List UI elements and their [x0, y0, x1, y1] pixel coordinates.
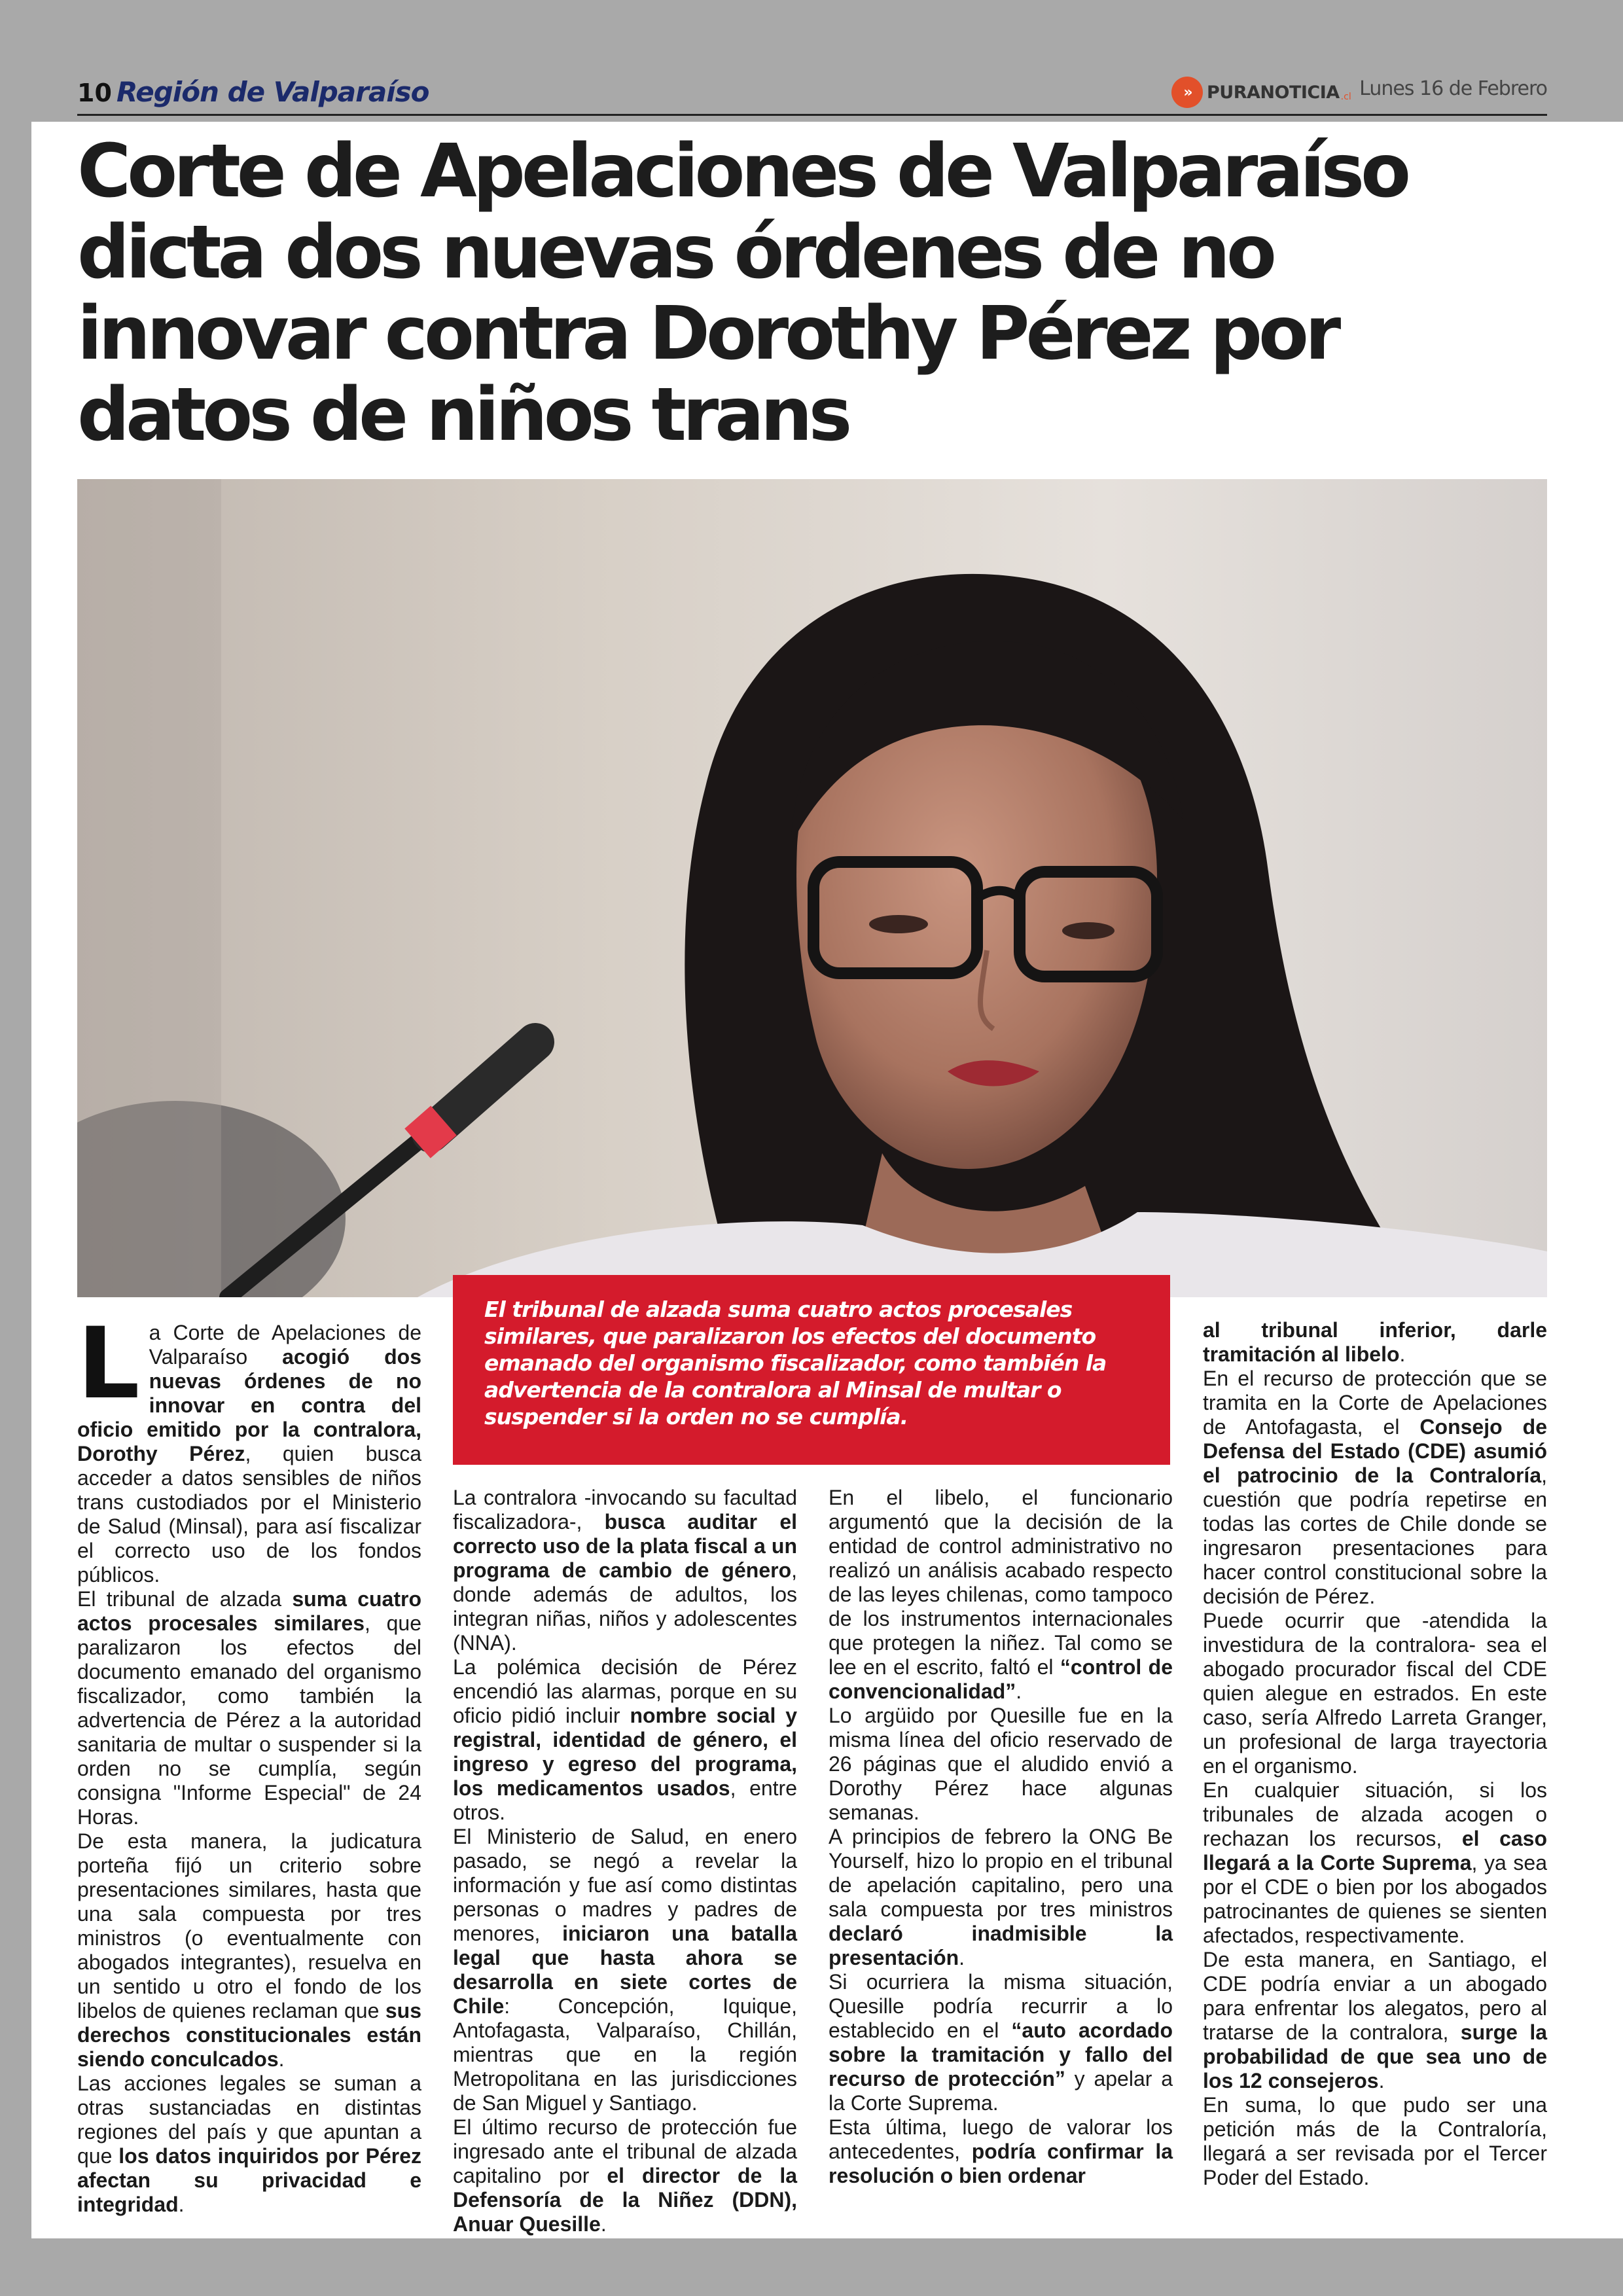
article-paragraph: al tribunal inferior, darle tramitación al libelo.	[1203, 1318, 1547, 1366]
article-column-2	[453, 1486, 797, 2236]
article-column-4	[1203, 1318, 1547, 2190]
article-paragraph: A principios de febrero la ONG Be Yourself, hizo lo propio en el tribunal de apelación capitalino, pero una sala compuesta por tres ministros declaró inadmisible la presentación.	[829, 1825, 1173, 1969]
article-paragraph: El tribunal de alzada suma cuatro actos procesales similares, que paralizaron los efectos del documento emanado del organismo fiscalizador, como también la advertencia de Pérez a la autoridad sanitaria de multar o suspender si la orden no se cumplía, según consigna "Informe Especial" de 24 Horas.	[77, 1587, 422, 1829]
article-paragraph: De esta manera, la judicatura porteña fijó un criterio sobre presentaciones similares, hasta que una sala compuesta por tres ministros (o eventualmente con abogados integrantes), resuelva en un sentido u otro el fondo de los libelos de quienes reclaman que sus derechos constitucionales están siendo conculcados.	[77, 1829, 421, 2071]
section-title: Región de Valparaíso	[116, 76, 429, 108]
article-paragraph: a Corte de Apelaciones de Valparaíso acogió dos nuevas órdenes de no innovar en contra del oficio emitido por la contralora, Dorothy Pérez, quien busca acceder a datos sensibles de niños trans custodiados por el Ministerio de Salud (Minsal), para así fiscalizar el correcto uso de los fondos públicos.	[77, 1321, 422, 1587]
article-paragraph: De esta manera, en Santiago, el CDE podría enviar a un abogado para enfrentar los alegatos, pero al tratarse de la contralora, surge la probabilidad de que sea uno de los 12 consejeros.	[1203, 1948, 1548, 2092]
pull-quote-text: El tribunal de alzada suma cuatro actos procesales similares, que paralizaron los efectos del documento emanado del organismo fiscalizador, como también la advertencia de la contralora al Minsal de multar o suspender si la orden no se cumplía.	[484, 1297, 1107, 1429]
article-photo	[77, 479, 1547, 1297]
article-paragraph: En el libelo, el funcionario argumentó que la decisión de la entidad de control administrativo no realizó un análisis acabado respecto de las leyes chilenas, como tampoco de los instrumentos internacionales que protegen la niñez. Tal como se lee en el escrito, faltó el “control de convencionalidad”.	[829, 1486, 1173, 1703]
article-paragraph: La polémica decisión de Pérez encendió las alarmas, porque en su oficio pidió incluir nombre social y registral, identidad de género, el ingreso y egreso del programa, los medicamentos usados, entre otros.	[453, 1655, 798, 1824]
article-paragraph: Puede ocurrir que -atendida la investidura de la contralora- sea el abogado procurador fiscal del CDE quien alegue en estrados. En este caso, sería Alfredo Larreta Granger, un profesional de larga trayectoria en el organismo.	[1203, 1609, 1547, 1778]
article-column-1	[77, 1307, 422, 2217]
brand-logo	[1171, 76, 1351, 109]
headline: Corte de Apelaciones de Valparaíso dicta dos nuevas órdenes de no innovar contra Dorothy Pérez por datos de niños trans	[77, 129, 1408, 457]
article-paragraph: Esta última, luego de valorar los antecedentes, podría confirmar la resolución o bien ordenar	[829, 2115, 1173, 2187]
article-paragraph: El Ministerio de Salud, en enero pasado, se negó a revelar la información y fue así como distintas personas o madres y padres de menores, iniciaron una batalla legal que hasta ahora se desarrolla en siete cortes de Chile: Concepción, Iquique, Antofagasta, Valparaíso, Chillán, mientras que en la región Metropolitana en las jurisdicciones de San Miguel y Santiago.	[453, 1825, 798, 2115]
brand-arrows-icon: »	[1171, 77, 1203, 108]
issue-date: Lunes 16 de Febrero	[1359, 77, 1547, 100]
article-paragraph: La contralora -invocando su facultad fiscalizadora-, busca auditar el correcto uso de la plata fiscal a un programa de cambio de género, donde además de adultos, los integran niñas, niños y adolescentes (NNA).	[453, 1486, 798, 1655]
article-paragraph: Las acciones legales se suman a otras sustanciadas en distintas regiones del país y que apuntan a que los datos inquiridos por Pérez afectan su privacidad e integridad.	[77, 2072, 422, 2216]
brand-name: PURANOTICIA	[1207, 82, 1340, 103]
brand-suffix: .cl	[1340, 92, 1351, 102]
article-paragraph: En el recurso de protección que se tramita en la Corte de Apelaciones de Antofagasta, el Consejo de Defensa del Estado (CDE) asumió el patrocinio de la Contraloría, cuestión que podría repetirse en todas las cortes de Chile donde se ingresaron presentaciones para hacer control constitucional sobre la decisión de Pérez.	[1203, 1367, 1547, 1608]
drop-cap: L	[77, 1307, 140, 1421]
article-paragraph: En cualquier situación, si los tribunales de alzada acogen o rechazan los recursos, el caso llegará a la Corte Suprema, ya sea por el CDE o bien por los abogados patrocinantes de quienes se sienten afectados, respectivamente.	[1203, 1778, 1548, 1947]
article-paragraph: Lo argüido por Quesille fue en la misma línea del oficio reservado de 26 páginas que el aludido envió a Dorothy Pérez hace algunas semanas.	[829, 1704, 1173, 1824]
pull-quote	[453, 1275, 1170, 1465]
article-paragraph: En suma, lo que pudo ser una petición más de la Contraloría, llegará a ser revisada por el Tercer Poder del Estado.	[1203, 2093, 1547, 2189]
article-paragraph: El último recurso de protección fue ingresado ante el tribunal de alzada capitalino por el director de la Defensoría de la Niñez (DDN), Anuar Quesille.	[453, 2115, 797, 2236]
article-paragraph: Si ocurriera la misma situación, Quesille podría recurrir a lo establecido en el “auto acordado sobre la tramitación y fallo del recurso de protección” y apelar a la Corte Suprema.	[829, 1970, 1173, 2115]
article-column-3	[829, 1486, 1173, 2188]
page-header	[77, 73, 1547, 116]
page-number: 10	[77, 79, 112, 107]
